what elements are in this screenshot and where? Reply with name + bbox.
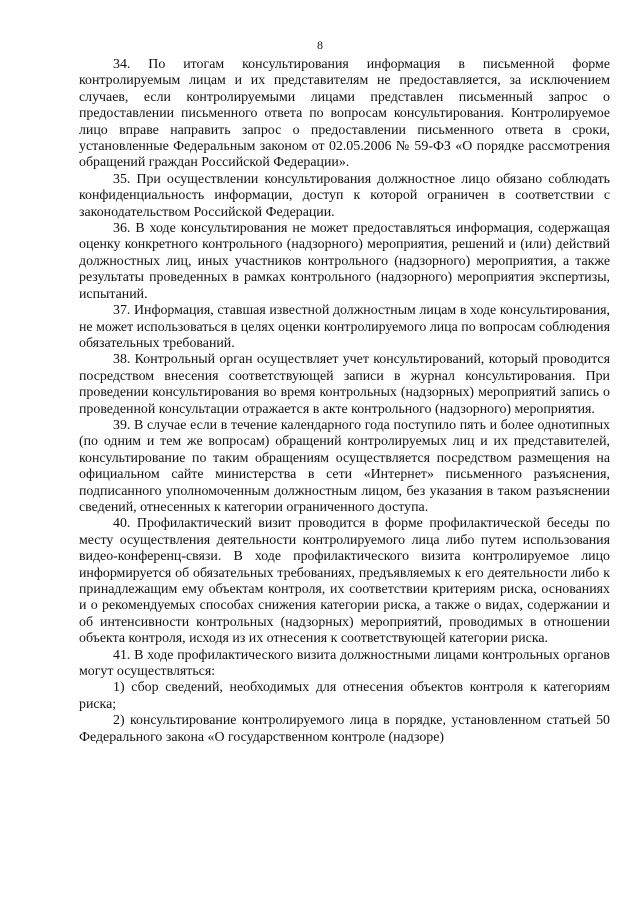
- paragraph-36: 36. В ходе консультирования не может предоставляться информация, содержащая оценку конкретного контрольного (надзорного) мероприятия, решений и (или) действий должностных лиц, иных участников контрольного (надзорного) мероприятия, а также результаты проведенных в рамках контрольного (надзорного) мероприятия экспертизы, испытаний.: [79, 221, 610, 302]
- paragraph-40: 40. Профилактический визит проводится в форме профилактической беседы по месту осуществления деятельности контролируемого лица либо путем использования видео-конференц-связи. В ходе профилактического визита контролируемое лицо информируется об обязательных требованиях, предъявляемых к его деятельности либо к принадлежащим ему объектам контроля, их соответствии критериям риска, основаниях и о рекомендуемых способах снижения категории риска, а также о видах, содержании и об интенсивности контрольных (надзорных) мероприятий, проводимых в отношении объекта контроля, исходя из их отнесения к соответствующей категории риска.: [79, 516, 610, 647]
- paragraph-38: 38. Контрольный орган осуществляет учет консультирований, который проводится посредством внесения соответствующей записи в журнал консультирования. При проведении консультирования во время контрольных (надзорных) мероприятий запись о проведенной консультации отражается в акте контрольного (надзорного) мероприятия.: [79, 352, 610, 417]
- document-body: [79, 57, 610, 746]
- paragraph-34: 34. По итогам консультирования информация в письменной форме контролируемым лицам и их представителям не предоставляется, за исключением случаев, если контролируемыми лицами представлен письменный запрос о предоставлении письменного ответа по вопросам консультирования. Контролируемое лицо вправе направить запрос о предоставлении письменного ответа в сроки, установленные Федеральным законом от 02.05.2006 № 59-ФЗ «О порядке рассмотрения обращений граждан Российской Федерации».: [79, 57, 610, 171]
- list-item-1: 1) сбор сведений, необходимых для отнесения объектов контроля к категориям риска;: [79, 680, 610, 712]
- page-number: 8: [317, 38, 323, 52]
- paragraph-35: 35. При осуществлении консультирования должностное лицо обязано соблюдать конфиденциальность информации, доступ к которой ограничен в соответствии с законодательством Российской Федерации.: [79, 171, 610, 220]
- paragraph-41: 41. В ходе профилактического визита должностными лицами контрольных органов могут осуществляться:: [79, 647, 610, 680]
- list-item-2: 2) консультирование контролируемого лица в порядке, установленном статьей 50 Федерального закона «О государственном контроле (надзоре): [79, 713, 610, 745]
- paragraph-37: 37. Информация, ставшая известной должностным лицам в ходе консультирования, не может использоваться в целях оценки контролируемого лица по вопросам соблюдения обязательных требований.: [79, 303, 610, 351]
- paragraph-39: 39. В случае если в течение календарного года поступило пять и более однотипных (по одним и тем же вопросам) обращений контролируемых лиц и их представителей, консультирование по таким обращениям осуществляется посредством размещения на официальном сайте министерства в сети «Интернет» письменного разъяснения, подписанного уполномоченным должностным лицом, без указания в таком разъяснении сведений, отнесенных к категории ограниченного доступа.: [79, 417, 610, 515]
